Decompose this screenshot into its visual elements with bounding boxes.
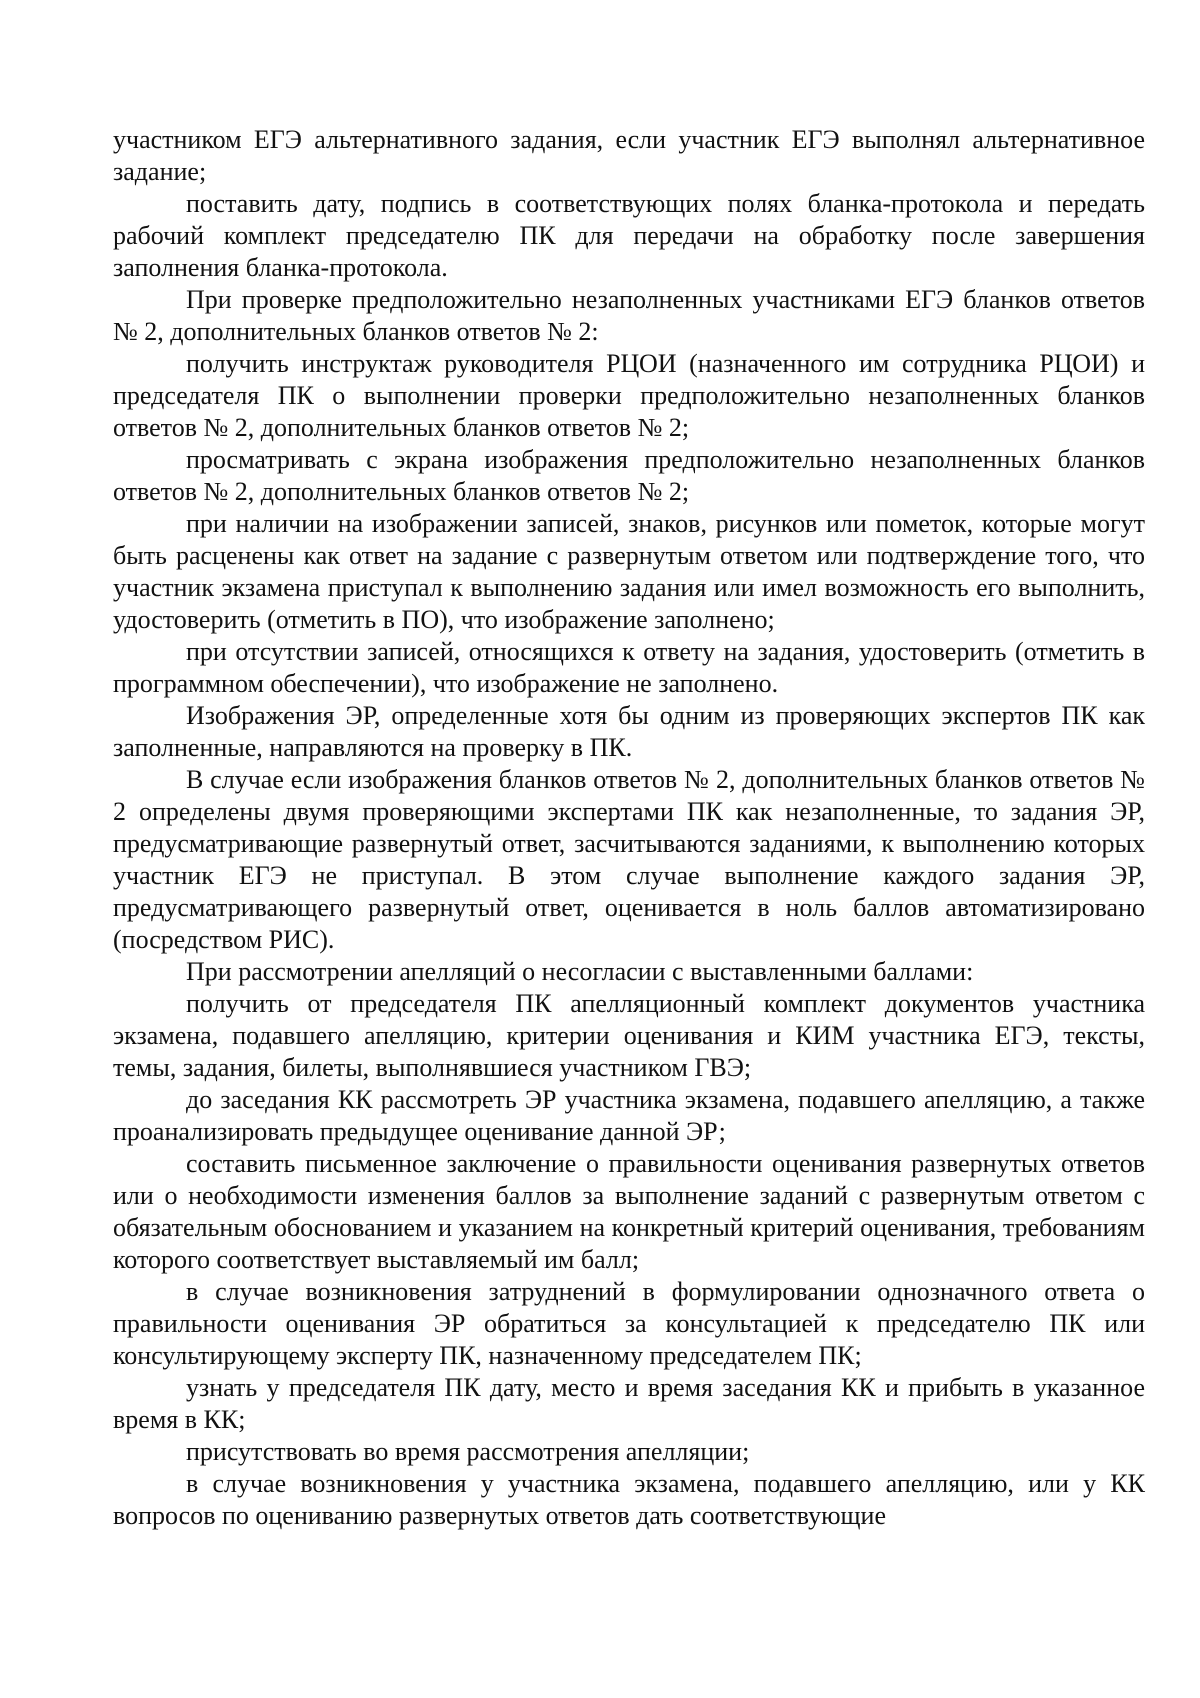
paragraph: получить от председателя ПК апелляционный комплект документов участника экзамена, подавшего апелляцию, критерии оценивания и КИМ участника ЕГЭ, тексты, темы, задания, билеты, выполнявшиеся участником ГВЭ; xyxy=(113,989,1145,1082)
paragraph: поставить дату, подпись в соответствующих полях бланка-протокола и передать рабочий комплект председателю ПК для передачи на обработку после завершения заполнения бланка-протокола. xyxy=(113,189,1145,282)
document-body xyxy=(113,124,1145,1532)
paragraph-continuation: участником ЕГЭ альтернативного задания, если участник ЕГЭ выполнял альтернативное задание; xyxy=(113,125,1145,186)
paragraph: при отсутствии записей, относящихся к ответу на задания, удостоверить (отметить в программном обеспечении), что изображение не заполнено. xyxy=(113,637,1145,698)
paragraph: узнать у председателя ПК дату, место и время заседания КК и прибыть в указанное время в КК; xyxy=(113,1373,1145,1434)
paragraph: составить письменное заключение о правильности оценивания развернутых ответов или о необходимости изменения баллов за выполнение заданий с развернутым ответом с обязательным обоснованием и указанием на конкретный критерий оценивания, требованиям которого соответствует выставляемый им балл; xyxy=(113,1149,1145,1274)
paragraph: В случае если изображения бланков ответов № 2, дополнительных бланков ответов № 2 определены двумя проверяющими экспертами ПК как незаполненные, то задания ЭР, предусматривающие развернутый ответ, засчитываются заданиями, к выполнению которых участник ЕГЭ не приступал. В этом случае выполнение каждого задания ЭР, предусматривающего развернутый ответ, оценивается в ноль баллов автоматизировано (посредством РИС). xyxy=(113,765,1145,954)
paragraph: в случае возникновения у участника экзамена, подавшего апелляцию, или у КК вопросов по оцениванию развернутых ответов дать соответствующие xyxy=(113,1469,1145,1530)
paragraph: При проверке предположительно незаполненных участниками ЕГЭ бланков ответов № 2, дополнительных бланков ответов № 2: xyxy=(113,285,1145,346)
paragraph: получить инструктаж руководителя РЦОИ (назначенного им сотрудника РЦОИ) и председателя ПК о выполнении проверки предположительно незаполненных бланков ответов № 2, дополнительных бланков ответов № 2; xyxy=(113,349,1145,442)
paragraph: Изображения ЭР, определенные хотя бы одним из проверяющих экспертов ПК как заполненные, направляются на проверку в ПК. xyxy=(113,701,1145,762)
paragraph: просматривать с экрана изображения предположительно незаполненных бланков ответов № 2, дополнительных бланков ответов № 2; xyxy=(113,445,1145,506)
paragraph: При рассмотрении апелляций о несогласии с выставленными баллами: xyxy=(186,957,974,986)
paragraph: при наличии на изображении записей, знаков, рисунков или пометок, которые могут быть расценены как ответ на задание с развернутым ответом или подтверждение того, что участник экзамена приступал к выполнению задания или имел возможность его выполнить, удостоверить (отметить в ПО), что изображение заполнено; xyxy=(113,509,1145,634)
paragraph: присутствовать во время рассмотрения апелляции; xyxy=(186,1437,750,1466)
paragraph: до заседания КК рассмотреть ЭР участника экзамена, подавшего апелляцию, а также проанализировать предыдущее оценивание данной ЭР; xyxy=(113,1085,1145,1146)
paragraph: в случае возникновения затруднений в формулировании однозначного ответа о правильности оценивания ЭР обратиться за консультацией к председателю ПК или консультирующему эксперту ПК, назначенному председателем ПК; xyxy=(113,1277,1145,1370)
